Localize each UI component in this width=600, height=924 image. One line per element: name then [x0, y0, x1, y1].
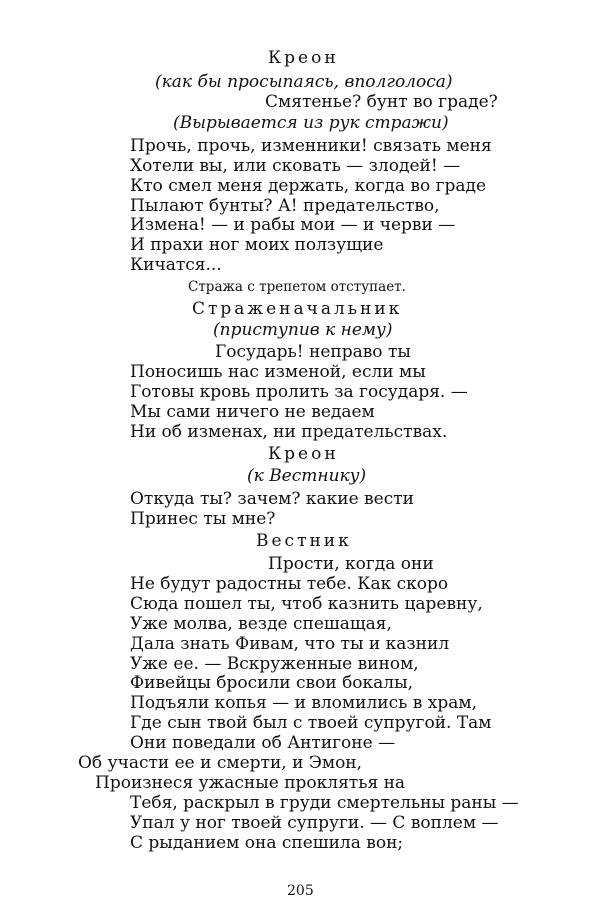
stage-direction: (как бы просыпаясь, вполголоса)	[155, 72, 453, 92]
verse-line: Они поведали об Антигоне —	[130, 733, 396, 753]
verse-line: Подъяли копья — и вломились в храм,	[130, 693, 477, 713]
speaker-messenger: Вестник	[256, 531, 352, 551]
verse-line: Кто смел меня держать, когда во граде	[130, 176, 487, 196]
verse-line: Принес ты мне?	[130, 509, 276, 529]
verse-line: Дала знать Фивам, что ты и казнил	[130, 634, 450, 654]
verse-line: Фивейцы бросили свои бокалы,	[130, 673, 414, 693]
verse-line: Хотели вы, или сковать — злодей! —	[130, 156, 461, 176]
verse-line: Государь! неправо ты	[215, 342, 411, 362]
verse-line: Откуда ты? зачем? какие вести	[130, 489, 414, 509]
page-number: 205	[287, 883, 314, 899]
verse-line: Измена! — и рабы мои — и черви —	[130, 215, 456, 235]
verse-line: Пылают бунты? А! предательство,	[130, 196, 440, 216]
verse-line: Уже ее. — Вскруженные вином,	[130, 654, 419, 674]
verse-line: Произнеся ужасные проклятья на	[95, 773, 406, 793]
stage-direction: (приступив к нему)	[213, 320, 393, 340]
verse-line: Об участи ее и смерти, и Эмон,	[78, 753, 363, 773]
verse-line: Кичатся...	[130, 255, 222, 275]
verse-line: Сюда пошел ты, чтоб казнить царевну,	[130, 594, 483, 614]
verse-line: Ни об изменах, ни предательствах.	[130, 422, 448, 442]
stage-note: Стража с трепетом отступает.	[188, 279, 406, 295]
verse-line: Тебя, раскрыл в груди смертельны раны —	[130, 793, 519, 813]
verse-line: Мы сами ничего не ведаем	[130, 402, 375, 422]
verse-line: Упал у ног твоей супруги. — С воплем —	[130, 813, 499, 833]
stage-direction: (Вырывается из рук стражи)	[173, 113, 449, 133]
speaker-creon: Креон	[268, 48, 339, 68]
verse-line: Где сын твой был с твоей супругой. Там	[130, 713, 492, 733]
verse-line: Готовы кровь пролить за государя. —	[130, 382, 468, 402]
speaker-creon: Креон	[268, 444, 339, 464]
stage-direction: (к Вестнику)	[247, 466, 367, 486]
verse-line: И прахи ног моих ползущие	[130, 235, 384, 255]
verse-line: С рыданием она спешила вон;	[130, 833, 404, 853]
verse-line: Уже молва, везде спешащая,	[130, 614, 392, 634]
verse-line: Смятенье? бунт во граде?	[265, 92, 498, 112]
verse-line: Не будут радостны тебе. Как скоро	[130, 574, 449, 594]
verse-line: Поносишь нас изменой, если мы	[130, 362, 426, 382]
verse-line: Прочь, прочь, изменники! связать меня	[130, 136, 492, 156]
speaker-guard-chief: Страженачальник	[192, 299, 403, 319]
verse-line: Прости, когда они	[268, 554, 434, 574]
